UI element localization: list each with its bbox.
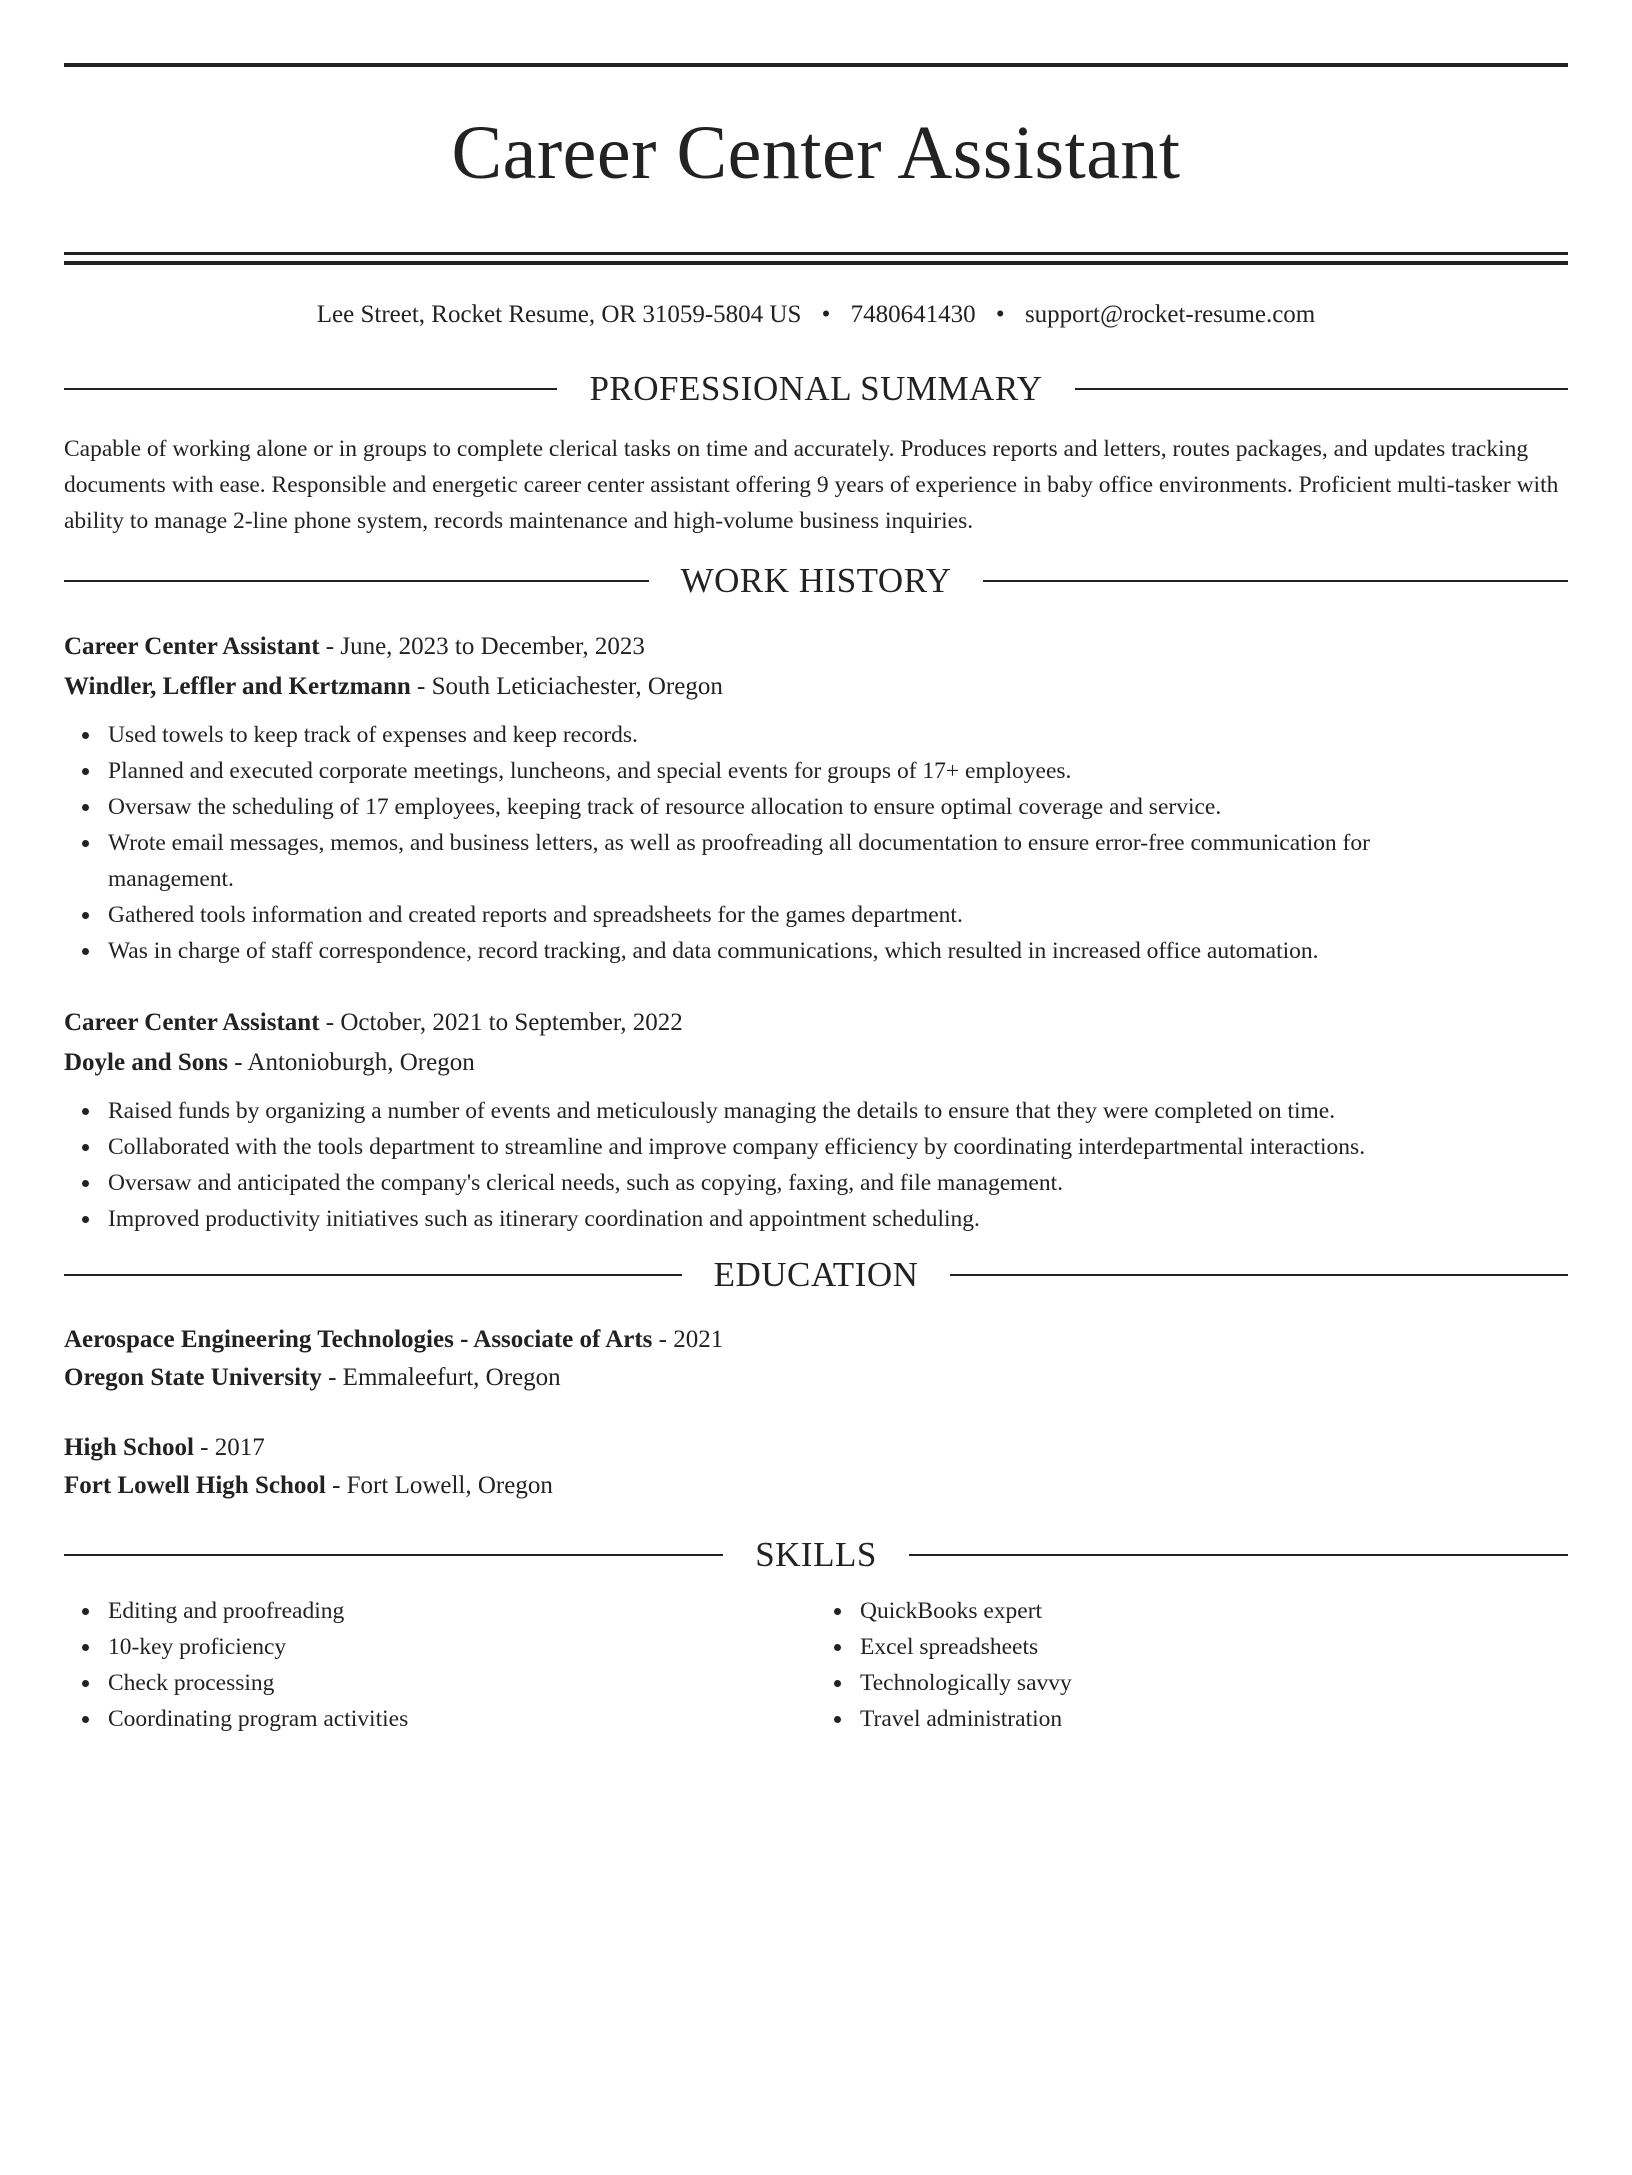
- list-item: Check processing: [108, 1665, 816, 1701]
- top-rule: [64, 63, 1568, 67]
- education-year: - 2017: [193, 1433, 265, 1461]
- title-double-rule: [64, 252, 1568, 265]
- job-bullets: [64, 717, 1568, 969]
- education-school-line: [64, 1467, 1568, 1505]
- list-item: Planned and executed corporate meetings, luncheons, and special events for groups of 17+ employees.: [108, 753, 1568, 789]
- contact-separator: •: [995, 300, 1005, 328]
- job-location: - South Leticiachester, Oregon: [410, 672, 723, 700]
- education-school: Fort Lowell High School: [64, 1471, 326, 1499]
- list-item: Improved productivity initiatives such as itinerary coordination and appointment scheduling.: [108, 1201, 1568, 1237]
- heading-rule-right: [983, 580, 1568, 582]
- section-heading-skills: [64, 1533, 1568, 1577]
- job-title: Career Center Assistant: [64, 1008, 320, 1036]
- job-company: Doyle and Sons: [64, 1048, 228, 1076]
- job-company-line: [64, 1043, 1568, 1083]
- list-item: Oversaw and anticipated the company's clerical needs, such as copying, faxing, and file management.: [108, 1165, 1568, 1201]
- job-bullets: [64, 1093, 1568, 1237]
- education-degree: Aerospace Engineering Technologies - Associate of Arts: [64, 1325, 653, 1353]
- list-item: Used towels to keep track of expenses and keep records.: [108, 717, 1568, 753]
- resume-page: [0, 63, 1632, 2175]
- section-title: EDUCATION: [713, 1254, 919, 1294]
- section-title: WORK HISTORY: [680, 560, 952, 600]
- section-heading-summary: [64, 367, 1568, 411]
- list-item: Editing and proofreading: [108, 1593, 816, 1629]
- list-item: Coordinating program activities: [108, 1701, 816, 1737]
- contact-address: Lee Street, Rocket Resume, OR 31059-5804 US: [316, 300, 802, 328]
- list-item: Was in charge of staff correspondence, record tracking, and data communications, which resulted in increased office automation.: [108, 933, 1568, 969]
- job-entry: [64, 627, 1568, 969]
- job-title-line: [64, 1003, 1568, 1043]
- list-item: Wrote email messages, memos, and business letters, as well as proofreading all documentation to ensure error-free communication for management.: [108, 825, 1568, 897]
- job-location: - Antonioburgh, Oregon: [227, 1048, 475, 1076]
- education-degree-line: [64, 1429, 1568, 1467]
- job-title-line: [64, 627, 1568, 667]
- resume-title: Career Center Assistant: [451, 111, 1181, 195]
- list-item: Gathered tools information and created reports and spreadsheets for the games department.: [108, 897, 1568, 933]
- heading-rule-left: [64, 1554, 723, 1556]
- education-degree: High School: [64, 1433, 194, 1461]
- list-item: Oversaw the scheduling of 17 employees, keeping track of resource allocation to ensure optimal coverage and service.: [108, 789, 1568, 825]
- job-dates: - June, 2023 to December, 2023: [319, 632, 645, 660]
- heading-rule-right: [1075, 388, 1568, 390]
- skills-list-right: [816, 1593, 1568, 1737]
- list-item: Travel administration: [860, 1701, 1568, 1737]
- heading-rule-right: [950, 1274, 1568, 1276]
- list-item: QuickBooks expert: [860, 1593, 1568, 1629]
- job-dates: - October, 2021 to September, 2022: [319, 1008, 683, 1036]
- education-location: - Fort Lowell, Oregon: [325, 1471, 553, 1499]
- education-school: Oregon State University: [64, 1363, 322, 1391]
- education-degree-line: [64, 1321, 1568, 1359]
- skills-list-left: [64, 1593, 816, 1737]
- contact-line: [64, 299, 1568, 331]
- education-entry: [64, 1429, 1568, 1505]
- education-location: - Emmaleefurt, Oregon: [321, 1363, 561, 1391]
- skills-columns: [64, 1593, 1568, 1737]
- heading-rule-left: [64, 580, 649, 582]
- heading-rule-left: [64, 1274, 682, 1276]
- list-item: Raised funds by organizing a number of events and meticulously managing the details to ensure that they were completed on time.: [108, 1093, 1568, 1129]
- list-item: Collaborated with the tools department to streamline and improve company efficiency by coordinating interdepartmental interactions.: [108, 1129, 1568, 1165]
- job-title: Career Center Assistant: [64, 632, 320, 660]
- job-entry: [64, 1003, 1568, 1237]
- summary-text: Capable of working alone or in groups to complete clerical tasks on time and accurately. Produces reports and letters, routes packages, and updates tracking documents with ease. Responsible and energetic career center assistant offering 9 years of experience in baby office environments. Proficient multi-tasker with ability to manage 2-line phone system, records maintenance and high-volume business inquiries.: [64, 435, 1559, 534]
- contact-phone: 7480641430: [850, 300, 976, 328]
- education-school-line: [64, 1359, 1568, 1397]
- education-year: - 2021: [652, 1325, 724, 1353]
- list-item: Excel spreadsheets: [860, 1629, 1568, 1665]
- job-company: Windler, Leffler and Kertzmann: [64, 672, 411, 700]
- heading-rule-left: [64, 388, 557, 390]
- section-title: SKILLS: [755, 1534, 877, 1574]
- list-item: 10-key proficiency: [108, 1629, 816, 1665]
- job-company-line: [64, 667, 1568, 707]
- contact-email: support@rocket-resume.com: [1024, 300, 1316, 328]
- section-title: PROFESSIONAL SUMMARY: [589, 368, 1043, 408]
- list-item: Technologically savvy: [860, 1665, 1568, 1701]
- section-heading-education: [64, 1253, 1568, 1297]
- heading-rule-right: [909, 1554, 1568, 1556]
- section-heading-work: [64, 559, 1568, 603]
- education-entry: [64, 1321, 1568, 1397]
- contact-separator: •: [821, 300, 831, 328]
